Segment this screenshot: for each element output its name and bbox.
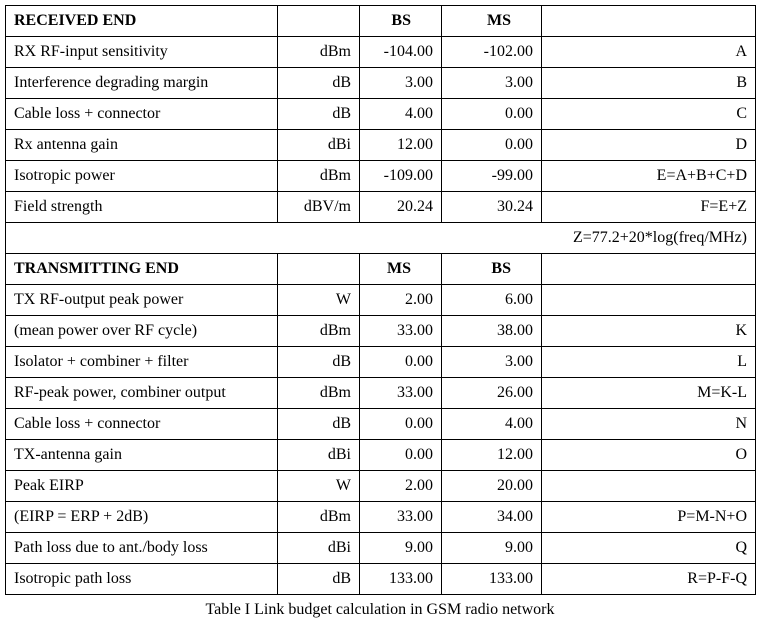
row-label: (EIRP = ERP + 2dB) [6, 502, 278, 533]
row-value-2: 3.00 [442, 347, 542, 378]
table-row [6, 192, 756, 223]
row-label: Isolator + combiner + filter [6, 347, 278, 378]
table-row [6, 409, 756, 440]
link-budget-table [5, 5, 756, 595]
row-value-1: 0.00 [360, 347, 442, 378]
row-formula: B [542, 68, 756, 99]
link-budget-table-container [5, 5, 755, 595]
received-header-row [6, 6, 756, 37]
row-value-1: 20.24 [360, 192, 442, 223]
transmitting-col1-header: MS [360, 254, 442, 285]
row-value-2: 30.24 [442, 192, 542, 223]
row-formula: P=M-N+O [542, 502, 756, 533]
row-unit: dBm [278, 37, 360, 68]
table-row [6, 68, 756, 99]
row-value-1: -104.00 [360, 37, 442, 68]
row-value-2: -102.00 [442, 37, 542, 68]
table-row [6, 130, 756, 161]
transmitting-header-unit-cell [278, 254, 360, 285]
table-row [6, 161, 756, 192]
row-value-1: 133.00 [360, 564, 442, 595]
row-value-1: 12.00 [360, 130, 442, 161]
row-value-2: -99.00 [442, 161, 542, 192]
row-label: Peak EIRP [6, 471, 278, 502]
received-col2-header: MS [442, 6, 542, 37]
table-row [6, 440, 756, 471]
row-unit: dBm [278, 378, 360, 409]
table-row [6, 533, 756, 564]
table-row [6, 316, 756, 347]
row-value-1: 33.00 [360, 378, 442, 409]
row-formula: N [542, 409, 756, 440]
row-formula: R=P-F-Q [542, 564, 756, 595]
row-value-1: 0.00 [360, 440, 442, 471]
row-value-1: 2.00 [360, 471, 442, 502]
row-label: Interference degrading margin [6, 68, 278, 99]
transmitting-header-formula-cell [542, 254, 756, 285]
row-value-2: 3.00 [442, 68, 542, 99]
formula-note-row [6, 223, 756, 254]
row-formula [542, 285, 756, 316]
row-label: TX-antenna gain [6, 440, 278, 471]
row-unit: W [278, 471, 360, 502]
table-row [6, 502, 756, 533]
row-formula: E=A+B+C+D [542, 161, 756, 192]
table-row [6, 471, 756, 502]
row-label: Field strength [6, 192, 278, 223]
row-value-1: 33.00 [360, 502, 442, 533]
row-formula: K [542, 316, 756, 347]
row-value-1: 4.00 [360, 99, 442, 130]
row-formula: C [542, 99, 756, 130]
table-row [6, 37, 756, 68]
row-formula: F=E+Z [542, 192, 756, 223]
field-strength-formula-note: Z=77.2+20*log(freq/MHz) [6, 223, 756, 254]
table-row [6, 99, 756, 130]
row-value-1: 33.00 [360, 316, 442, 347]
row-label: Cable loss + connector [6, 99, 278, 130]
table-row [6, 378, 756, 409]
row-formula: M=K-L [542, 378, 756, 409]
row-unit: dB [278, 99, 360, 130]
row-unit: dBi [278, 440, 360, 471]
row-value-2: 0.00 [442, 130, 542, 161]
received-header-unit-cell [278, 6, 360, 37]
row-unit: dB [278, 564, 360, 595]
row-value-2: 12.00 [442, 440, 542, 471]
row-formula: Q [542, 533, 756, 564]
row-unit: dBm [278, 316, 360, 347]
row-value-2: 6.00 [442, 285, 542, 316]
table-row [6, 347, 756, 378]
row-value-2: 34.00 [442, 502, 542, 533]
row-formula: O [542, 440, 756, 471]
row-formula [542, 471, 756, 502]
row-value-2: 20.00 [442, 471, 542, 502]
table-caption: Table I Link budget calculation in GSM radio network [205, 601, 555, 618]
row-unit: W [278, 285, 360, 316]
row-label: Isotropic power [6, 161, 278, 192]
row-formula: L [542, 347, 756, 378]
row-unit: dBV/m [278, 192, 360, 223]
received-section-title: RECEIVED END [6, 6, 278, 37]
table-row [6, 285, 756, 316]
row-label: RF-peak power, combiner output [6, 378, 278, 409]
row-formula: D [542, 130, 756, 161]
row-value-1: 3.00 [360, 68, 442, 99]
row-value-1: -109.00 [360, 161, 442, 192]
transmitting-section-title: TRANSMITTING END [6, 254, 278, 285]
row-unit: dB [278, 68, 360, 99]
row-formula: A [542, 37, 756, 68]
row-unit: dBi [278, 130, 360, 161]
received-header-formula-cell [542, 6, 756, 37]
transmitting-col2-header: BS [442, 254, 542, 285]
row-value-2: 0.00 [442, 99, 542, 130]
row-label: Isotropic path loss [6, 564, 278, 595]
row-value-1: 0.00 [360, 409, 442, 440]
row-unit: dBm [278, 161, 360, 192]
row-label: Rx antenna gain [6, 130, 278, 161]
received-col1-header: BS [360, 6, 442, 37]
row-label: RX RF-input sensitivity [6, 37, 278, 68]
row-unit: dBi [278, 533, 360, 564]
link-budget-table-body [6, 6, 756, 595]
transmitting-header-row [6, 254, 756, 285]
row-value-1: 9.00 [360, 533, 442, 564]
row-label: TX RF-output peak power [6, 285, 278, 316]
row-value-2: 4.00 [442, 409, 542, 440]
row-unit: dBm [278, 502, 360, 533]
row-value-1: 2.00 [360, 285, 442, 316]
row-value-2: 133.00 [442, 564, 542, 595]
row-unit: dB [278, 347, 360, 378]
row-value-2: 26.00 [442, 378, 542, 409]
row-value-2: 9.00 [442, 533, 542, 564]
row-unit: dB [278, 409, 360, 440]
row-label: (mean power over RF cycle) [6, 316, 278, 347]
row-label: Cable loss + connector [6, 409, 278, 440]
row-value-2: 38.00 [442, 316, 542, 347]
row-label: Path loss due to ant./body loss [6, 533, 278, 564]
table-row [6, 564, 756, 595]
